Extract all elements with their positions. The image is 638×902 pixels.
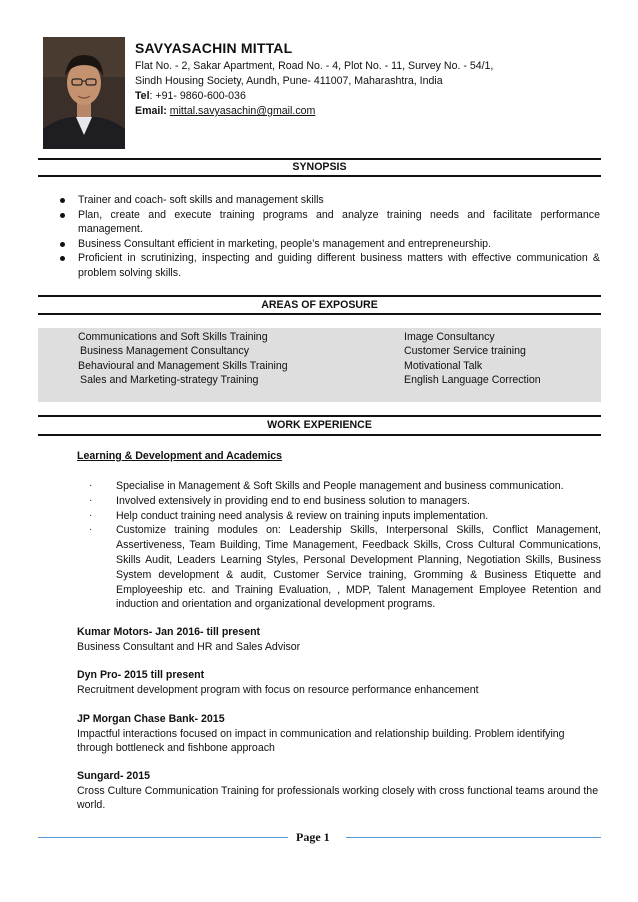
work-item: · Involved extensively in providing end to end business solution to managers. bbox=[85, 494, 601, 509]
profile-photo bbox=[43, 37, 125, 149]
portrait-image bbox=[43, 37, 125, 149]
email-label: Email: bbox=[135, 105, 167, 117]
area-item: Customer Service training bbox=[404, 345, 526, 358]
job-description: Cross Culture Communication Training for professionals working closely with cross functional teams around the world. bbox=[77, 784, 599, 812]
work-responsibilities-list bbox=[85, 479, 601, 612]
area-item: English Language Correction bbox=[404, 374, 541, 387]
synopsis-section-header bbox=[38, 158, 601, 177]
synopsis-item: Plan, create and execute training programs and analyze training needs and facilitate performance management. bbox=[58, 208, 600, 237]
footer-rule-right bbox=[346, 837, 601, 838]
area-item: Business Management Consultancy bbox=[80, 345, 250, 358]
work-item: · Help conduct training need analysis & review on training inputs implementation. bbox=[85, 509, 601, 524]
area-item: Motivational Talk bbox=[404, 359, 483, 372]
phone-line bbox=[135, 89, 615, 104]
job-title: JP Morgan Chase Bank- 2015 bbox=[77, 713, 225, 725]
work-item: · Specialise in Management & Soft Skills and People management and business communication. bbox=[85, 479, 601, 494]
job-title: Kumar Motors- Jan 2016- till present bbox=[77, 626, 261, 638]
area-item: Image Consultancy bbox=[404, 331, 495, 343]
job-entry bbox=[77, 712, 601, 756]
email-line bbox=[135, 104, 615, 119]
phone-value: : +91- 9860-600-036 bbox=[149, 90, 246, 102]
work-subheading: Learning & Development and Academics bbox=[77, 450, 283, 462]
footer-rule-left bbox=[38, 837, 288, 838]
work-section-header bbox=[38, 415, 601, 436]
job-description: Recruitment development program with focus on resource performance enhancement bbox=[77, 683, 479, 696]
page-number: Page 1 bbox=[296, 830, 330, 844]
contact-block bbox=[135, 40, 615, 119]
address-line-1: Flat No. - 2, Sakar Apartment, Road No. - 4, Plot No. - 11, Survey No. - 54/1, bbox=[135, 60, 494, 72]
job-entry bbox=[77, 668, 601, 697]
areas-right-column bbox=[404, 330, 541, 388]
synopsis-item: Trainer and coach- soft skills and management skills bbox=[58, 193, 600, 208]
work-title: WORK EXPERIENCE bbox=[267, 419, 372, 431]
job-description: Business Consultant and HR and Sales Advisor bbox=[77, 640, 301, 653]
email-link[interactable]: mittal.savyasachin@gmail.com bbox=[169, 105, 316, 117]
areas-section-header bbox=[38, 295, 601, 315]
synopsis-item: Proficient in scrutinizing, inspecting and guiding different business matters with effective communication & problem solving skills. bbox=[58, 251, 600, 280]
synopsis-item: Business Consultant efficient in marketing, people’s management and entrepreneurship. bbox=[58, 237, 600, 252]
job-title: Sungard- 2015 bbox=[77, 770, 151, 782]
phone-label: Tel bbox=[135, 90, 150, 102]
job-entry bbox=[77, 769, 601, 813]
work-item: · Customize training modules on: Leadership Skills, Interpersonal Skills, Conflict Management, Assertiveness, Team Building, Time Management, Feedback Skills, Cross Cultural Communications, Skills Audit, Leaders Learning Styles, Personal Development Planning, Negotiation Skills, Business System development & audit, Customer Service training, Gromming & Business Etiquette and Employeeship etc. and Training Evaluation, , MDP, Talent Management Employee Retention and induction and orientation and organizational development programs. bbox=[85, 523, 601, 612]
job-title: Dyn Pro- 2015 till present bbox=[77, 669, 205, 681]
area-item: Communications and Soft Skills Training bbox=[78, 331, 268, 343]
area-item: Sales and Marketing-strategy Training bbox=[80, 374, 259, 387]
areas-left-column bbox=[78, 330, 288, 388]
job-entry bbox=[77, 625, 601, 654]
job-description: Impactful interactions focused on impact in communication and relationship building. Problem identifying through bottleneck and fishbone approach bbox=[77, 727, 565, 755]
area-item: Behavioural and Management Skills Training bbox=[78, 359, 288, 372]
synopsis-list bbox=[58, 193, 600, 281]
candidate-name: SAVYASACHIN MITTAL bbox=[135, 40, 293, 56]
synopsis-title: SYNOPSIS bbox=[292, 161, 347, 173]
areas-title: AREAS OF EXPOSURE bbox=[261, 299, 378, 311]
address-line-2: Sindh Housing Society, Aundh, Pune- 411007, Maharashtra, India bbox=[135, 75, 443, 87]
